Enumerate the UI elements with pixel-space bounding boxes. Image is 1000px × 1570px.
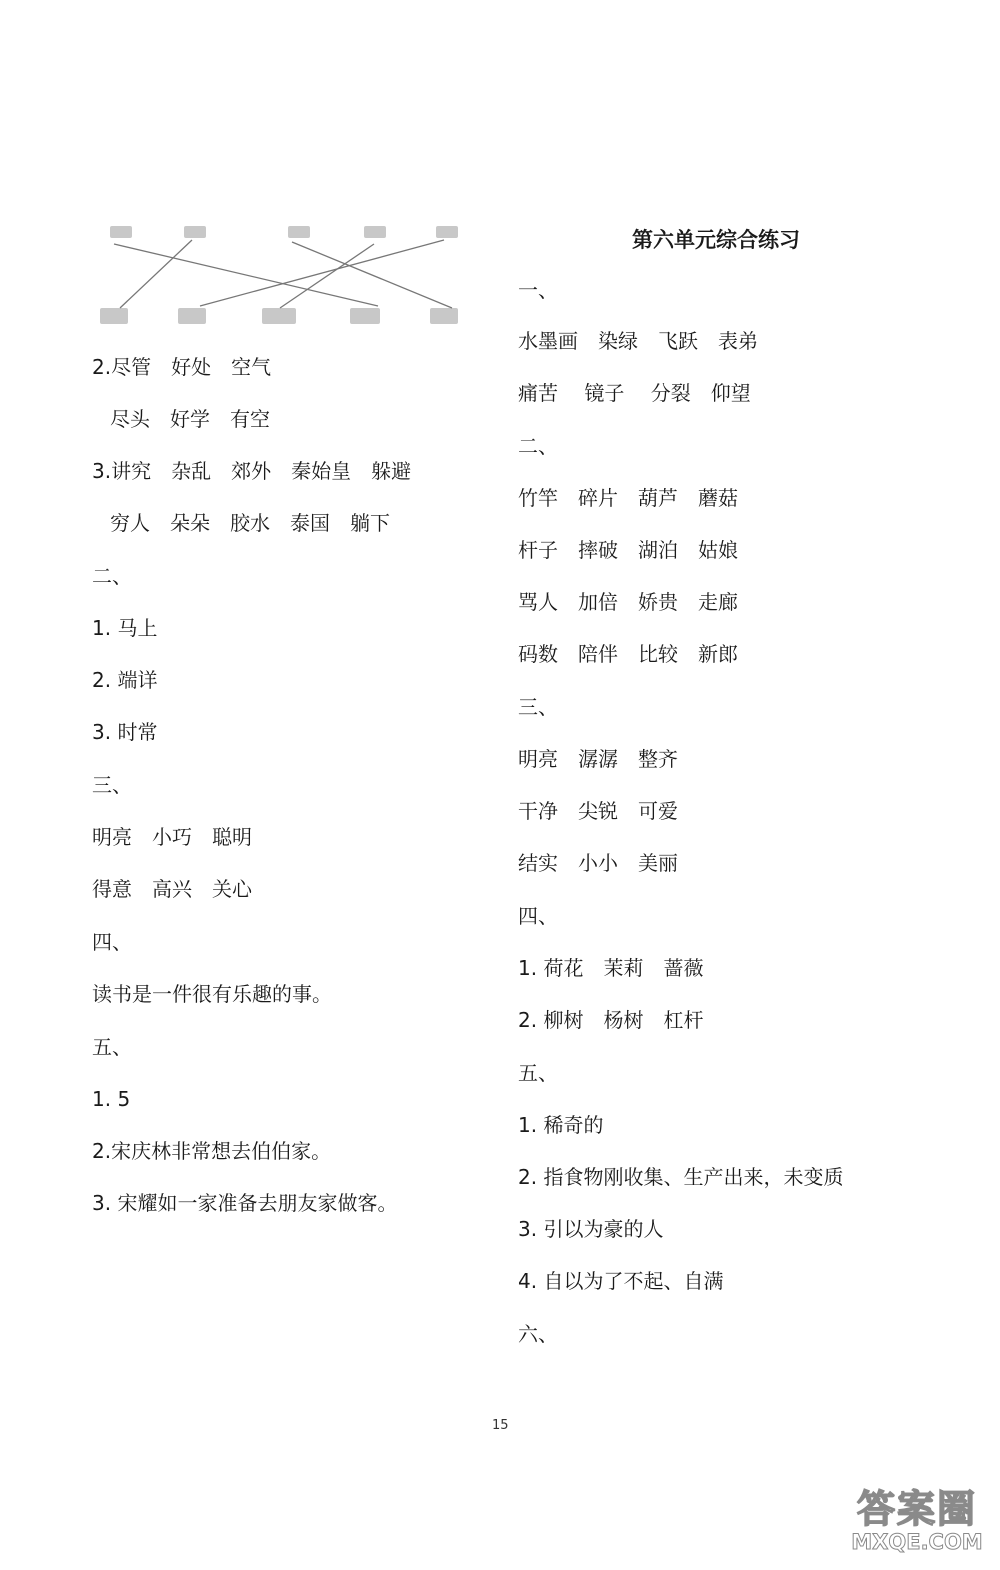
section-heading: 六、 <box>518 1322 558 1346</box>
right-line-20: 4. 自以为了不起、自满 <box>518 1269 724 1293</box>
right-line-6: 杆子 摔破 湖泊 姑娘 <box>518 538 738 562</box>
section-heading: 三、 <box>92 773 132 797</box>
left-line-2: 尽头 好学 有空 <box>110 407 270 431</box>
left-line-11: 得意 高兴 关心 <box>92 877 252 901</box>
bottom-label-mark <box>178 308 206 324</box>
right-line-2: 水墨画 染绿 飞跃 表弟 <box>518 329 758 353</box>
bottom-label-mark <box>350 308 380 324</box>
section-heading: 四、 <box>518 904 558 928</box>
top-label-mark <box>110 226 132 238</box>
right-line-15: 2. 柳树 杨树 杠杆 <box>518 1008 704 1032</box>
section-heading: 二、 <box>518 434 558 458</box>
top-label-mark <box>288 226 310 238</box>
match-line <box>280 244 374 308</box>
right-line-19: 3. 引以为豪的人 <box>518 1217 664 1241</box>
section-heading: 四、 <box>92 930 132 954</box>
left-line-3: 3.讲究 杂乱 郊外 秦始皇 躲避 <box>92 459 412 483</box>
top-label-mark <box>436 226 458 238</box>
left-line-8: 3. 时常 <box>92 720 158 744</box>
watermark-logo <box>842 1478 992 1564</box>
right-line-3: 痛苦 镜子 分裂 仰望 <box>518 381 751 405</box>
left-line-7: 2. 端详 <box>92 668 158 692</box>
section-heading: 二、 <box>92 564 132 588</box>
bottom-label-mark <box>262 308 296 324</box>
section-heading: 五、 <box>518 1061 558 1085</box>
top-label-mark <box>364 226 386 238</box>
matching-lines-diagram <box>92 208 472 338</box>
left-line-13: 读书是一件很有乐趣的事。 <box>92 982 332 1006</box>
match-line <box>114 244 378 306</box>
unit-title: 第六单元综合练习 <box>632 228 800 252</box>
watermark-top-text: 答案圈 <box>856 1487 977 1531</box>
top-label-mark <box>184 226 206 238</box>
right-line-5: 竹竿 碎片 葫芦 蘑菇 <box>518 486 738 510</box>
bottom-label-mark <box>430 308 458 324</box>
left-line-4: 穷人 朵朵 胶水 泰国 躺下 <box>110 511 390 535</box>
right-line-18: 2. 指食物刚收集、生产出来，未变质 <box>518 1165 844 1189</box>
right-line-17: 1. 稀奇的 <box>518 1113 604 1137</box>
right-line-11: 干净 尖锐 可爱 <box>518 799 678 823</box>
left-line-10: 明亮 小巧 聪明 <box>92 825 252 849</box>
section-heading: 五、 <box>92 1035 132 1059</box>
right-line-7: 骂人 加倍 娇贵 走廊 <box>518 590 738 614</box>
left-line-15: 1. 5 <box>92 1087 131 1111</box>
left-line-17: 3. 宋耀如一家准备去朋友家做客。 <box>92 1191 398 1215</box>
match-line <box>120 240 192 308</box>
watermark-bottom-text: MXQE.COM <box>851 1530 983 1554</box>
right-line-12: 结实 小小 美丽 <box>518 851 678 875</box>
right-line-10: 明亮 潺潺 整齐 <box>518 747 678 771</box>
section-heading: 三、 <box>518 695 558 719</box>
page-number: 15 <box>492 1418 509 1433</box>
bottom-label-mark <box>100 308 128 324</box>
right-line-8: 码数 陪伴 比较 新郎 <box>518 642 738 666</box>
left-line-1: 2.尽管 好处 空气 <box>92 355 272 379</box>
right-line-14: 1. 荷花 茉莉 蔷薇 <box>518 956 704 980</box>
section-heading: 一、 <box>518 278 558 302</box>
left-line-16: 2.宋庆林非常想去伯伯家。 <box>92 1139 332 1163</box>
left-line-6: 1. 马上 <box>92 616 158 640</box>
